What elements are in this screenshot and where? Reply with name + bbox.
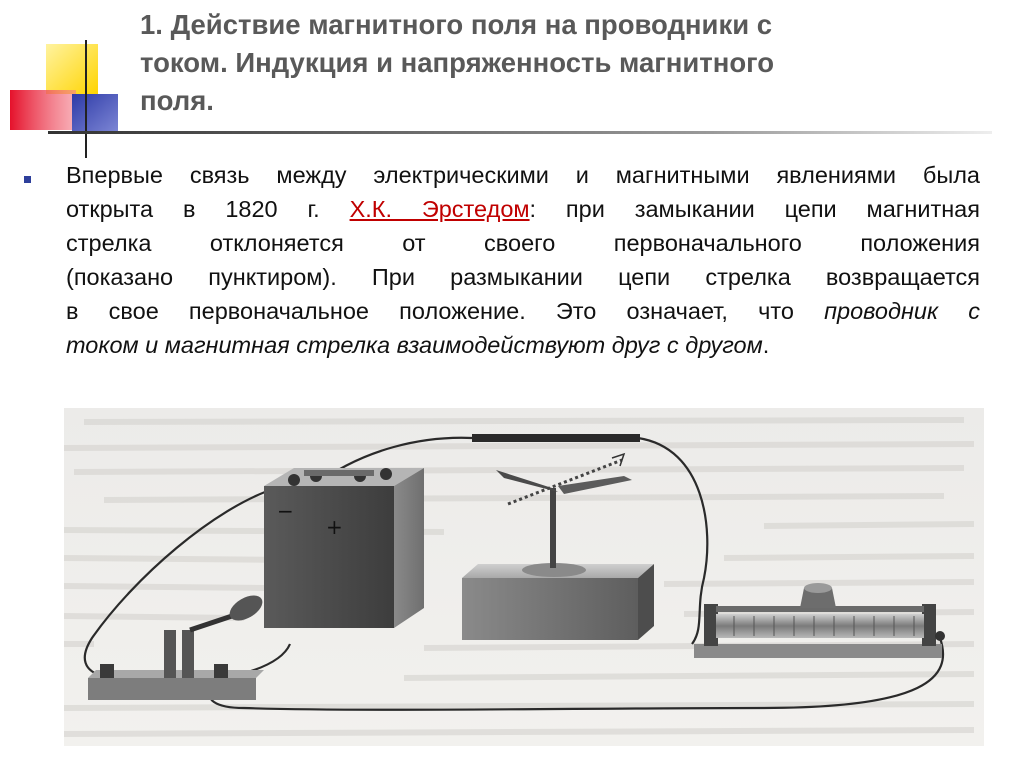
title-line-3: поля. — [140, 85, 214, 116]
paragraph-line — [66, 328, 980, 362]
paragraph-line — [66, 192, 980, 226]
battery — [264, 468, 424, 628]
red-square — [10, 90, 76, 130]
body-paragraph — [66, 158, 980, 362]
corner-decoration — [0, 0, 140, 160]
paragraph-line — [66, 294, 980, 328]
italic-segment: проводник с — [824, 298, 980, 324]
text-segment: открыта в 1820 г. — [66, 196, 350, 222]
battery-plus-label: + — [326, 515, 343, 539]
oersted-link[interactable]: Х.К. Эрстедом — [349, 196, 530, 222]
italic-segment: током и магнитная стрелка взаимодействуют друг с другом — [66, 332, 763, 358]
paragraph-line: стрелка отклоняется от своего первоначального положения — [66, 230, 980, 256]
paragraph-line: (показано пунктиром). При размыкании цепи стрелка возвращается — [66, 264, 980, 290]
text-segment: : при замыкании цепи магнитная — [529, 196, 980, 222]
title-line-1: 1. Действие магнитного поля на проводники с — [140, 9, 773, 40]
blue-square — [72, 94, 118, 134]
bullet-marker — [24, 176, 31, 183]
text-segment: . — [762, 332, 770, 358]
battery-minus-label: − — [277, 499, 294, 523]
text-segment: в свое первоначальное положение. Это означает, что — [66, 298, 825, 324]
slide-title — [140, 6, 960, 120]
yellow-square — [46, 44, 98, 94]
oersted-experiment-illustration — [64, 408, 984, 746]
title-underline — [48, 131, 992, 134]
paragraph-line: Впервые связь между электрическими и магнитными явлениями была — [66, 162, 980, 188]
conductor-bar — [472, 434, 640, 442]
title-line-2: током. Индукция и напряженность магнитного — [140, 47, 775, 78]
